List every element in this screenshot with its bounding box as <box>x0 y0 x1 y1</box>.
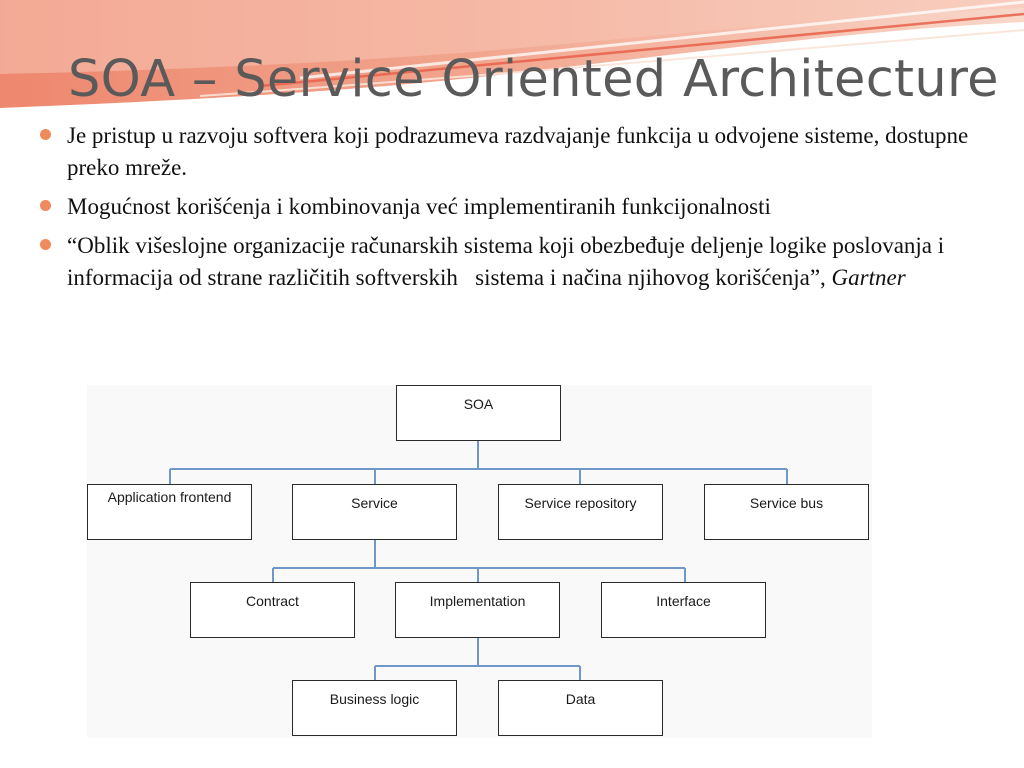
node-contract: Contract <box>190 582 355 638</box>
bullet-text: “Oblik višeslojne organizacije računarskih sistema koji obezbeđuje deljenje logike poslovanja i informacija od strane različitih softverskih <box>67 233 945 290</box>
node-data: Data <box>498 680 663 736</box>
citation: Gartner <box>831 265 906 290</box>
bullet-text: Je pristup u razvoju softvera koji podrazumeva razdvajanje funkcija u odvojene sisteme, dostupne preko mreže. <box>67 123 969 180</box>
bullet-list <box>40 120 1000 301</box>
bullet-dot-icon <box>40 129 51 140</box>
bullet-item <box>40 120 1000 184</box>
bullet-text: Mogućnost korišćenja i kombinovanja već implementiranih funkcijonalnosti <box>67 194 771 219</box>
node-business-logic: Business logic <box>292 680 457 736</box>
node-application-frontend: Application frontend <box>87 484 252 540</box>
bullet-dot-icon <box>40 239 51 250</box>
node-soa: SOA <box>396 385 561 441</box>
node-interface: Interface <box>601 582 766 638</box>
node-service-repository: Service repository <box>498 484 663 540</box>
bullet-text: sistema i načina njihovog korišćenja”, <box>475 265 832 290</box>
bullet-dot-icon <box>40 200 51 211</box>
slide-title: SOA – Service Oriented Architecture <box>68 50 999 109</box>
soa-diagram <box>87 385 872 738</box>
node-implementation: Implementation <box>395 582 560 638</box>
bullet-item <box>40 230 1000 294</box>
bullet-item <box>40 191 1000 223</box>
node-service-bus: Service bus <box>704 484 869 540</box>
node-service: Service <box>292 484 457 540</box>
